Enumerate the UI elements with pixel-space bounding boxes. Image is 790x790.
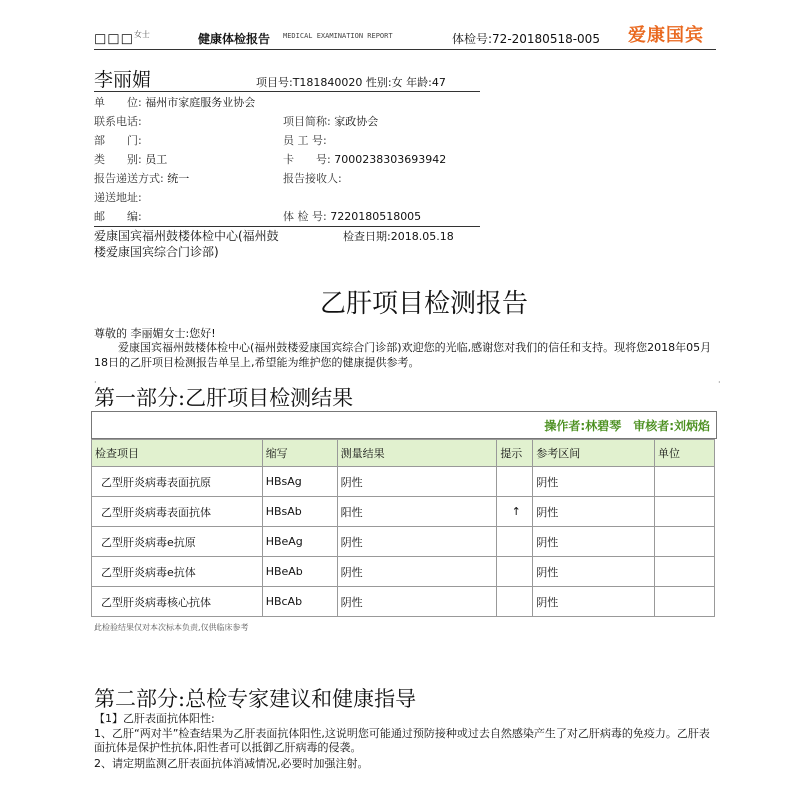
field-card-no: 卡 号: 7000238303693942 <box>283 153 447 166</box>
check-date: 检查日期:2018.05.18 <box>343 230 454 243</box>
report-title: 乙肝项目检测报告 <box>319 289 528 319</box>
cell-unit <box>655 587 715 617</box>
marker-dot-left: · <box>94 378 97 387</box>
cell-result: 阴性 <box>337 557 497 587</box>
cell-item: 乙型肝炎病毒核心抗体 <box>92 587 263 617</box>
field-unit: 单 位: 福州市家庭服务业协会 <box>94 96 256 109</box>
cell-hint <box>497 467 533 497</box>
cell-result: 阴性 <box>337 467 497 497</box>
field-receiver: 报告接收人: <box>283 172 342 185</box>
cell-unit <box>655 527 715 557</box>
results-table <box>91 439 715 617</box>
cell-abbr: HBsAg <box>262 467 337 497</box>
greeting: 尊敬的 李丽媚女士:您好! <box>94 327 216 340</box>
cell-result: 阴性 <box>337 587 497 617</box>
marker-dot-right: · <box>718 378 721 387</box>
advice-heading: 【1】乙肝表面抗体阳性: <box>94 712 215 725</box>
patient-divider-top <box>94 91 480 92</box>
cell-unit <box>655 467 715 497</box>
header-subtitle: MEDICAL EXAMINATION REPORT <box>283 32 393 40</box>
cell-unit <box>655 497 715 527</box>
cell-result: 阴性 <box>337 527 497 557</box>
cell-item: 乙型肝炎病毒表面抗原 <box>92 467 263 497</box>
header-divider <box>94 49 716 50</box>
cell-ref: 阴性 <box>533 587 655 617</box>
exam-center-name: 爱康国宾福州鼓楼体检中心(福州鼓楼爱康国宾综合门诊部) <box>94 229 279 259</box>
name-suffix: 女士 <box>133 30 150 39</box>
field-department: 部 门: <box>94 134 142 147</box>
field-project-short: 项目简称: 家政协会 <box>283 115 379 128</box>
cell-ref: 阴性 <box>533 497 655 527</box>
cell-ref: 阴性 <box>533 467 655 497</box>
cell-ref: 阴性 <box>533 557 655 587</box>
field-category: 类 别: 员工 <box>94 153 168 166</box>
table-row <box>92 497 715 527</box>
cell-item: 乙型肝炎病毒e抗体 <box>92 557 263 587</box>
advice-paragraph-2: 2、请定期监测乙肝表面抗体消减情况,必要时加强注射。 <box>94 757 369 770</box>
cell-item: 乙型肝炎病毒表面抗体 <box>92 497 263 527</box>
col-hint: 提示 <box>497 440 533 467</box>
header-title: 健康体检报告 <box>198 32 271 46</box>
table-row <box>92 527 715 557</box>
advice-paragraph-1: 1、乙肝“两对半”检查结果为乙肝表面抗体阳性,这说明您可能通过预防接种或过去自然感染产生了对乙肝病毒的免疫力。乙肝表面抗体是保护性抗体,阳性者可以抵御乙肝病毒的侵袭。 <box>94 727 710 754</box>
brand-logo-text: 爱康国宾 <box>628 25 704 46</box>
col-item: 检查项目 <box>92 440 263 467</box>
field-address: 递送地址: <box>94 191 142 204</box>
field-postcode: 邮 编: <box>94 210 142 223</box>
cell-unit <box>655 557 715 587</box>
field-delivery-method: 报告递送方式: 统一 <box>94 172 190 185</box>
table-row <box>92 467 715 497</box>
patient-name: 李丽媚 <box>94 69 152 91</box>
header-patient-name <box>94 29 150 46</box>
table-row <box>92 587 715 617</box>
table-footnote: 此检验结果仅对本次标本负责,仅供临床参考 <box>94 623 249 632</box>
section2-title: 第二部分:总检专家建议和健康指导 <box>94 687 417 711</box>
table-row <box>92 557 715 587</box>
field-exam-no: 体 检 号: 7220180518005 <box>283 210 422 223</box>
operators-text: 操作者:林碧琴 审核者:刘炳焰 <box>544 419 710 433</box>
cell-result: 阳性 <box>337 497 497 527</box>
cell-item: 乙型肝炎病毒e抗原 <box>92 527 263 557</box>
intro-paragraph: 爱康国宾福州鼓楼体检中心(福州鼓楼爱康国宾综合门诊部)欢迎您的光临,感谢您对我们的信任和支持。现将您2018年05月18日的乙肝项目检测报告单呈上,希望能为维护您的健康提供参考。 <box>94 341 712 369</box>
header-exam-number: 体检号:72-20180518-005 <box>452 32 600 46</box>
field-employee-no: 员 工 号: <box>283 134 327 147</box>
field-phone: 联系电话: <box>94 115 142 128</box>
col-unit: 单位 <box>655 440 715 467</box>
cell-hint-arrow-up-icon: ↑ <box>497 497 533 527</box>
table-header-row <box>92 440 715 467</box>
cell-hint <box>497 587 533 617</box>
cell-hint <box>497 557 533 587</box>
cell-abbr: HBeAb <box>262 557 337 587</box>
cell-ref: 阴性 <box>533 527 655 557</box>
cell-abbr: HBsAb <box>262 497 337 527</box>
operators-bar <box>91 411 717 439</box>
cell-abbr: HBcAb <box>262 587 337 617</box>
section1-title: 第一部分:乙肝项目检测结果 <box>94 386 354 410</box>
patient-divider-bottom <box>94 226 480 227</box>
col-abbr: 缩写 <box>262 440 337 467</box>
patient-meta: 项目号:T181840020 性别:女 年龄:47 <box>256 76 446 89</box>
cell-hint <box>497 527 533 557</box>
name-glyphs: □□□ <box>94 31 134 47</box>
col-ref: 参考区间 <box>533 440 655 467</box>
cell-abbr: HBeAg <box>262 527 337 557</box>
col-result: 测量结果 <box>337 440 497 467</box>
